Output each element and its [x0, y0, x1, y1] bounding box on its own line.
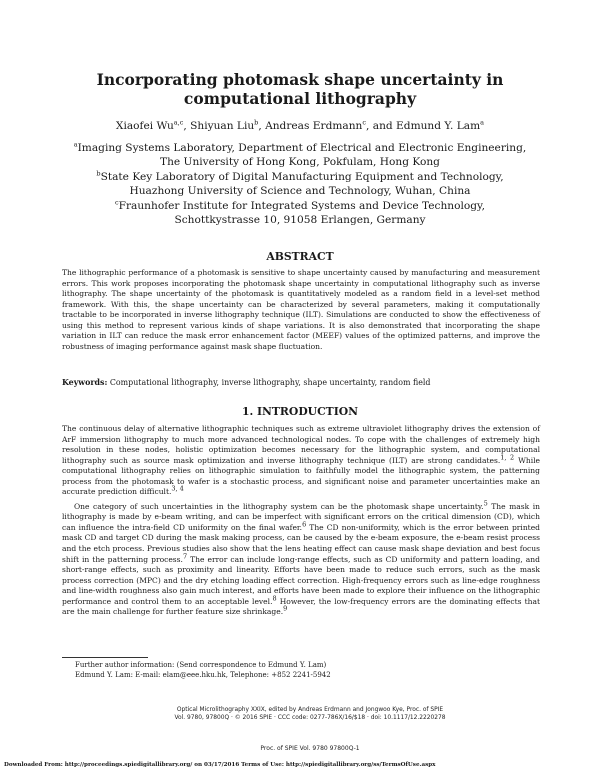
keywords: [62, 378, 540, 387]
publication-line: Vol. 9780, 97800Q · © 2016 SPIE · CCC code: 0277-786X/16/$18 · doi: 10.1117/12.2220278: [174, 715, 446, 721]
author-name: Andreas Erdmann: [265, 120, 363, 132]
author-affiliation-mark: a,c: [173, 118, 184, 127]
text-run: While computational lithography relies on lithographic simulation to faithfully model the lithographic system, the patterning process from the photomask to wafer is a stochastic process, and significant noise and parameter uncertainties make an accurate prediction difficult.: [62, 455, 540, 497]
footnote-line-1: Further author information: (Send correspondence to Edmund Y. Lam): [75, 661, 327, 669]
text-run: The CD non-uniformity, which is the error between printed mask CD and target CD during the mask making process, can be caused by the e-beam exposure, the e-beam resist process and the etch process. Previous studies also show that the lens heating effect can cause mask shape deviation and best focus shift in the patterning process.: [62, 522, 541, 564]
text-run: The error can include long-range effects, such as CD uniformity and pattern loading, and short-range effects, such as proximity and linearity. Efforts have been made to reduce such errors, such as the mask process correction (MPC) and the dry etching loading effect correction. High-frequency errors such as line-edge roughness and line-width roughness also gain much interest, and efforts have been made to explore their influence on the lithographic performance and control them to an acceptable level.: [62, 554, 540, 606]
affiliation-c: [40, 199, 560, 228]
citation[interactable]: 1, 2: [500, 453, 515, 462]
abstract-heading: ABSTRACT: [266, 250, 334, 263]
paper-title: Incorporating photomask shape uncertainty in computational lithography: [96, 70, 504, 108]
citation[interactable]: 3, 4: [171, 484, 184, 493]
citation[interactable]: 8: [272, 594, 277, 603]
affiliation-a: [40, 141, 560, 170]
affiliation-mark: c: [114, 198, 119, 207]
citation[interactable]: 7: [182, 552, 188, 561]
footnote-rule: [62, 657, 148, 658]
citation[interactable]: 6: [302, 520, 307, 529]
affiliation-line: The University of Hong Kong, Pokfulam, Hong Kong: [160, 156, 440, 169]
affiliation-line: Huazhong University of Science and Technology, Wuhan, China: [129, 185, 471, 198]
text-run: However, the low-frequency errors are the dominating effects that are the main challenge for further feature size shrinkage.: [62, 596, 540, 617]
keywords-text: Computational lithography, inverse lithography, shape uncertainty, random field: [109, 378, 431, 387]
author-affiliation-mark: c: [362, 118, 367, 127]
text-run: The mask in lithography is made by e-beam writing, and can be imperfect with significant errors on the critical dimension (CD), which can influence the intra-field CD uniformity on the final wafer.: [62, 501, 540, 532]
page-number: Proc. of SPIE Vol. 9780 97800Q-1: [260, 745, 360, 752]
text-run: The continuous delay of alternative lithographic techniques such as extreme ultraviolet lithography drives the extension of ArF immersion lithography to much more advanced technological nodes. To cope with the challenges of extremely high resolution in these nodes, holistic optimization becomes necessary for the lithographic system, and computational lithography such as source mask optimization and inverse lithography technique (ILT) are strong candidates.: [62, 424, 540, 465]
keywords-label: Keywords:: [62, 378, 108, 387]
intro-paragraph-2: [62, 499, 541, 618]
text-run: One category of such uncertainties in the lithography system can be the photomask shape uncertainty.: [74, 501, 484, 511]
affiliation-mark: a: [73, 140, 78, 149]
intro-paragraph-1: [62, 424, 540, 498]
footnote-line-2: Edmund Y. Lam: E-mail: elam@eee.hku.hk, Telephone: +852 2241-5942: [75, 671, 331, 679]
affiliation-b: [40, 170, 560, 199]
affiliation-line: Schottkystrasse 10, 91058 Erlangen, Germany: [174, 214, 426, 227]
author-name: Xiaofei Wu: [115, 120, 174, 132]
affiliation-line: Fraunhofer Institute for Integrated Systems and Device Technology,: [118, 200, 485, 212]
author-name: and Edmund Y. Lam: [372, 120, 481, 132]
section-heading-introduction: 1. INTRODUCTION: [241, 405, 359, 418]
author-affiliation-mark: a: [480, 118, 485, 127]
author-name: Shiyuan Liu: [190, 120, 255, 132]
abstract-text: [62, 268, 540, 352]
introduction-body: [62, 424, 540, 618]
affiliation-mark: b: [96, 169, 101, 178]
publication-info: [100, 706, 520, 722]
publication-line: Optical Microlithography XXIX, edited by Andreas Erdmann and Jongwoo Kye, Proc. of SPIE: [176, 707, 444, 713]
download-notice: Downloaded From: http://proceedings.spiedigitallibrary.org/ on 03/17/2016 Terms of Use: http://spiedigitallibrary.org/ss/TermsOfUse.aspx: [4, 762, 436, 768]
abstract-paragraph: The lithographic performance of a photomask is sensitive to shape uncertainty caused by manufacturing and measurement errors. This work proposes incorporating the photomask shape uncertainty in computational lithography such as inverse lithography. The shape uncertainty of the photomask is quantitatively modeled as a random field in a level-set method framework. With this, the shape uncertainty can be characterized by several parameters, making it computationally tractable to be incorporated in inverse lithography technique (ILT). Simulations are conducted to show the effectiveness of using this method to represent various kinds of shape variations. It is also demonstrated that incorporating the shape variation in ILT can reduce the mask error enhancement factor (MEEF) values of the optimized patterns, and improve the robustness of imaging performance against mask shape fluctuation.: [62, 268, 540, 351]
citation[interactable]: 9: [283, 604, 288, 613]
affiliation-line: Imaging Systems Laboratory, Department of Electrical and Electronic Engineering,: [77, 142, 527, 154]
author-list: Xiaofei Wu$^{a,c}$, Shiyuan Liu$^b$, Andreas Erdmann$^c$, and Edmund Y. Lam$^a$: [115, 118, 485, 132]
citation[interactable]: 5: [483, 499, 488, 508]
author-affiliation-mark: b: [254, 118, 259, 127]
affiliation-line: State Key Laboratory of Digital Manufacturing Equipment and Technology,: [100, 171, 504, 183]
